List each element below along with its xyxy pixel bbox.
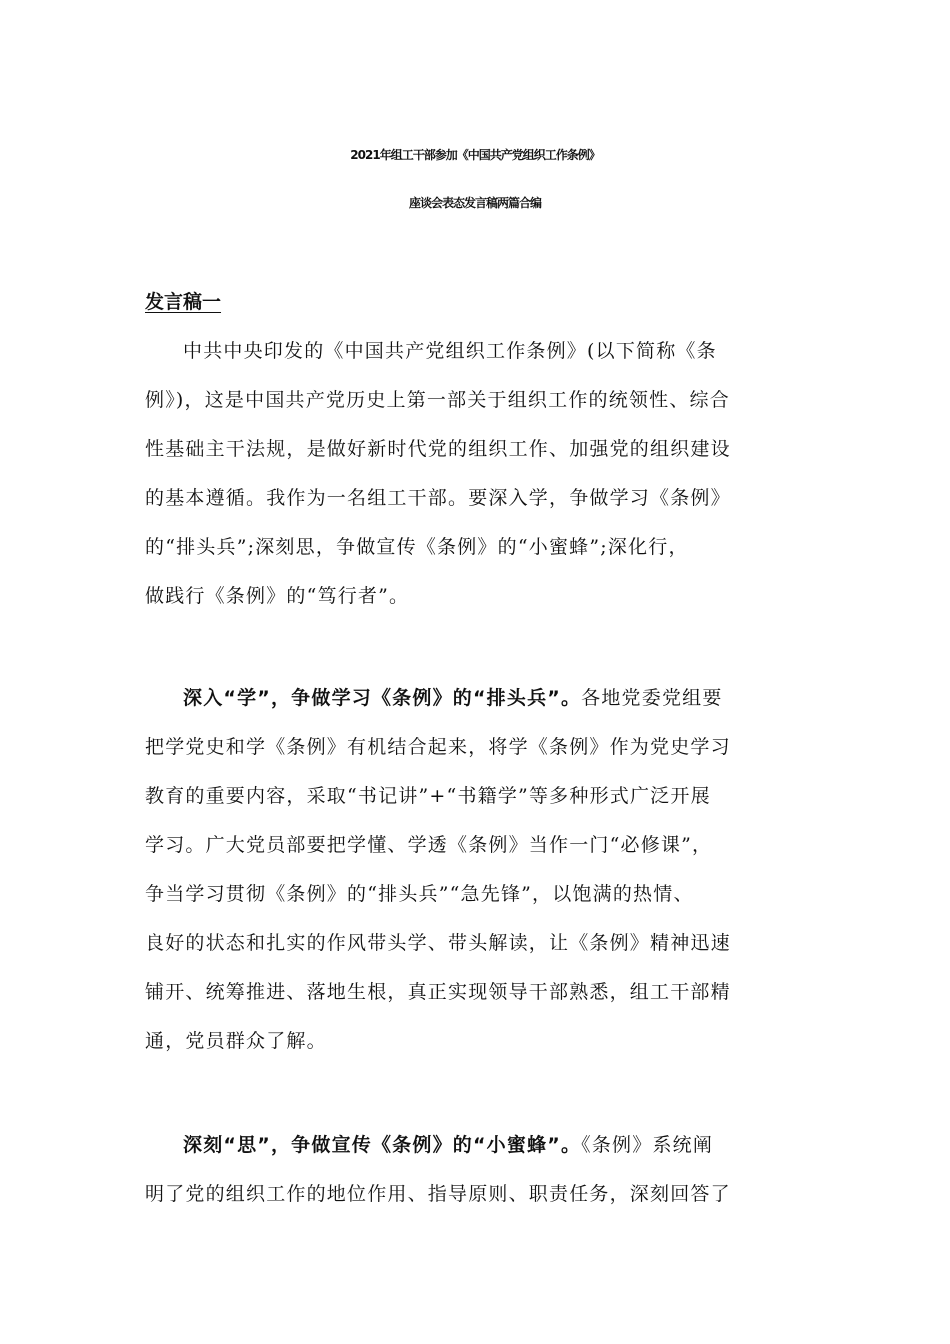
paragraph-2-line: 教育的重要内容，采取“书记讲”+“书籍学”等多种形式广泛开展: [145, 785, 711, 807]
paragraph-2-line: 学习。广大党员部要把学懂、学透《条例》当作一门“必修课”，: [145, 834, 713, 856]
paragraph-2-line: 争当学习贯彻《条例》的“排头兵”“急先锋”，以饱满的热情、: [145, 883, 694, 905]
paragraph-2-line: 良好的状态和扎实的作风带头学、带头解读，让《条例》精神迅速: [145, 932, 731, 954]
paragraph-3-first-line: [183, 1130, 713, 1160]
paragraph-2-lead: 深入“学”，争做学习《条例》的“排头兵”。: [183, 687, 582, 709]
paragraph-1-line: 性基础主干法规，是做好新时代党的组织工作、加强党的组织建设: [145, 438, 731, 460]
paragraph-2-line: 通，党员群众了解。: [145, 1030, 327, 1052]
document-title-line-2: 座谈会表态发言稿两篇合编: [408, 196, 541, 210]
paragraph-1-line: 中共中央印发的《中国共产党组织工作条例》(以下简称《条: [183, 340, 717, 362]
paragraph-3-lead-rest: 《条例》系统阐: [581, 1134, 714, 1156]
document-title-line-1: 2021年组工干部参加《中国共产党组织工作条例》: [350, 148, 600, 162]
paragraph-2-lead-rest: 各地党委党组要: [581, 687, 723, 709]
paragraph-2-line: 铺开、统筹推进、落地生根，真正实现领导干部熟悉，组工干部精: [145, 981, 731, 1003]
paragraph-3-lead: 深刻“思”，争做宣传《条例》的“小蜜蜂”。: [183, 1134, 582, 1156]
paragraph-1-line: 的基本遵循。我作为一名组工干部。要深入学，争做学习《条例》: [145, 487, 731, 509]
paragraph-1-line: 例》)，这是中国共产党历史上第一部关于组织工作的统领性、综合: [145, 389, 730, 411]
paragraph-1-line: 做践行《条例》的“笃行者”。: [145, 585, 410, 607]
paragraph-2-first-line: [183, 683, 723, 713]
section-heading: 发言稿一: [145, 291, 222, 313]
paragraph-1-line: 的“排头兵”;深刻思，争做宣传《条例》的“小蜜蜂”;深化行，: [145, 536, 689, 558]
paragraph-3-line: 明了党的组织工作的地位作用、指导原则、职责任务，深刻回答了: [145, 1183, 731, 1205]
paragraph-2-line: 把学党史和学《条例》有机结合起来，将学《条例》作为党史学习: [145, 736, 731, 758]
